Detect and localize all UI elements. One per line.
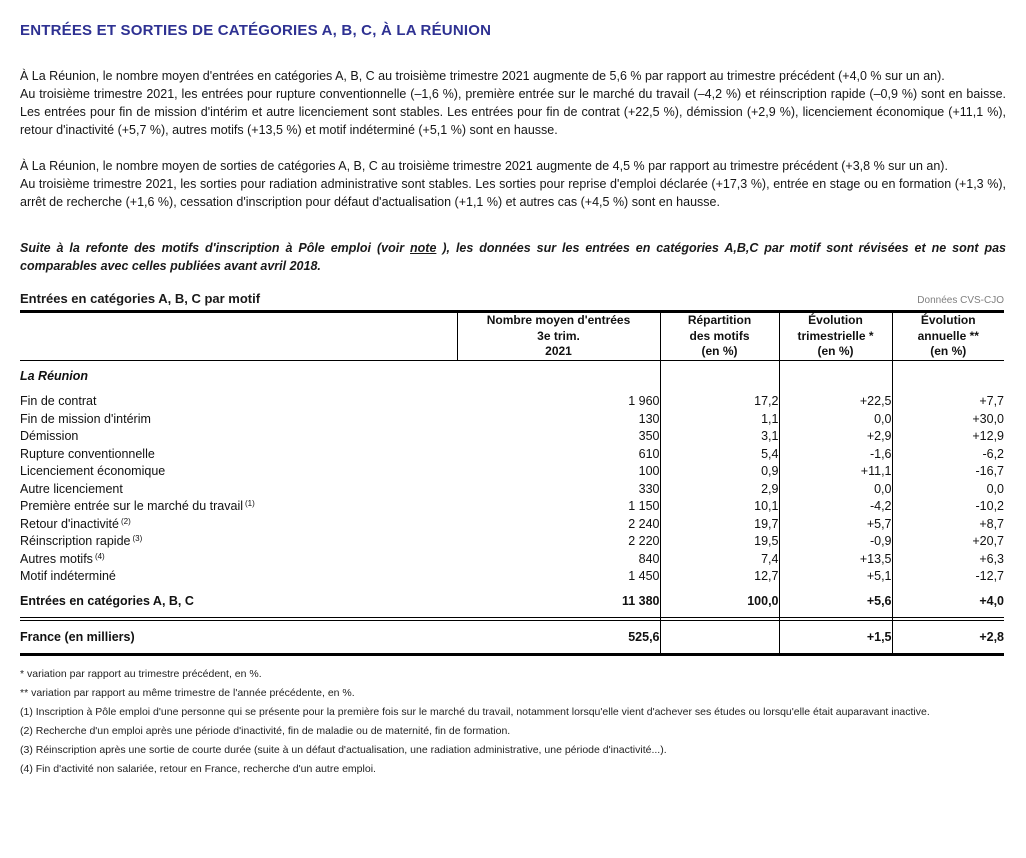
paragraph-entries-summary: À La Réunion, le nombre moyen d'entrées en catégories A, B, C au troisième trimestre 2021 augmente de 5,6 % par rapport au trimestre précédent (+4,0 % sur un an). <box>20 69 945 83</box>
header-line: 3e trim. <box>537 328 580 343</box>
header-line: des motifs <box>689 328 750 343</box>
header-nombre <box>457 312 660 361</box>
header-line: Répartition <box>687 313 752 327</box>
cell-evolution-annuelle: -12,7 <box>892 568 1004 586</box>
empty-cell <box>779 360 892 387</box>
cell-repartition: 0,9 <box>660 463 779 481</box>
france-nombre: 525,6 <box>628 630 660 644</box>
row-label: Réinscription rapide <box>20 534 131 549</box>
header-evolution-trimestrielle <box>779 312 892 361</box>
cell-evolution-annuelle: +8,7 <box>892 515 1004 533</box>
header-line: Évolution <box>808 313 863 327</box>
table-row <box>20 428 1004 446</box>
empty-cell <box>892 360 1004 387</box>
cell-nombre: 100 <box>638 464 660 479</box>
cell-repartition: 12,7 <box>660 568 779 586</box>
footnote-double-star: ** variation par rapport au même trimestre de l'année précédente, en %. <box>20 687 355 699</box>
cell-nombre: 330 <box>638 481 660 496</box>
cell-evolution-trim: +11,1 <box>779 463 892 481</box>
header-line: (en %) <box>817 344 854 358</box>
cell-evolution-trim: 0,0 <box>779 480 892 498</box>
cell-evolution-annuelle: +12,9 <box>892 428 1004 446</box>
table-row <box>20 550 1004 568</box>
footnote-star: * variation par rapport au trimestre précédent, en %. <box>20 668 262 680</box>
cell-nombre: 610 <box>638 446 660 461</box>
table-row <box>20 498 1004 516</box>
cell-repartition: 3,1 <box>660 428 779 446</box>
cell-evolution-annuelle: -10,2 <box>892 498 1004 516</box>
region-label: La Réunion <box>20 368 89 383</box>
footnotes <box>20 669 1010 775</box>
note-link[interactable]: note <box>410 241 437 255</box>
spacer <box>20 139 1006 157</box>
france-evolution-annuelle: +2,8 <box>892 621 1004 655</box>
row-label: Autre licenciement <box>20 481 123 496</box>
cell-nombre: 840 <box>638 551 660 566</box>
spacer <box>20 211 1006 239</box>
table-footer-body <box>20 585 1004 655</box>
empty-cell <box>660 360 779 387</box>
row-label: Fin de contrat <box>20 394 97 409</box>
cell-evolution-annuelle: +30,0 <box>892 410 1004 428</box>
row-label: Motif indéterminé <box>20 569 116 584</box>
header-evolution-annuelle <box>892 312 1004 361</box>
row-label: Licenciement économique <box>20 464 166 479</box>
total-repartition: 100,0 <box>660 585 779 618</box>
row-footnote-ref: (2) <box>120 516 131 526</box>
table-body <box>20 393 1004 586</box>
cell-nombre: 1 960 <box>628 394 660 409</box>
cell-repartition: 7,4 <box>660 550 779 568</box>
cell-evolution-trim: +5,7 <box>779 515 892 533</box>
section-body <box>20 360 1004 393</box>
region-section-row <box>20 360 1004 387</box>
cell-evolution-trim: -4,2 <box>779 498 892 516</box>
cell-repartition: 2,9 <box>660 480 779 498</box>
header-line: trimestrielle * <box>797 328 874 343</box>
cell-repartition: 10,1 <box>660 498 779 516</box>
header-line: annuelle ** <box>917 328 979 343</box>
footnote-1: (1) Inscription à Pôle emploi d'une personne qui se présente pour la première fois sur le marché du travail, notamment lorsqu'elle vient d'achever ses études ou lorsqu'elle était auparavant inactive. <box>20 706 930 718</box>
header-line: Évolution <box>920 313 976 327</box>
total-nombre: 11 380 <box>621 594 660 608</box>
total-evolution-trim: +5,6 <box>779 585 892 618</box>
table-header <box>20 312 1004 361</box>
cell-nombre: 130 <box>638 411 660 426</box>
header-line: (en %) <box>701 344 738 358</box>
table-row <box>20 463 1004 481</box>
row-label: Rupture conventionnelle <box>20 446 155 461</box>
table-row <box>20 480 1004 498</box>
header-line: 2021 <box>545 344 572 358</box>
total-label: Entrées en catégories A, B, C <box>20 594 194 608</box>
header-line: Nombre moyen d'entrées <box>486 313 631 327</box>
france-label: France (en milliers) <box>20 630 135 644</box>
row-footnote-ref: (1) <box>245 499 255 509</box>
cell-repartition: 17,2 <box>660 393 779 411</box>
cell-nombre: 2 220 <box>628 534 660 549</box>
footnote-3: (3) Réinscription après une sortie de courte durée (suite à un défaut d'actualisation, une radiation administrative, une période d'inactivité...). <box>20 744 667 756</box>
entries-by-motive-table <box>20 310 1004 656</box>
row-label: Autres motifs <box>20 551 93 566</box>
header-empty-cell <box>20 312 457 361</box>
row-label: Première entrée sur le marché du travail <box>20 499 244 514</box>
empty-cell <box>457 360 660 387</box>
cell-evolution-trim: +22,5 <box>779 393 892 411</box>
header-line: (en %) <box>930 344 967 358</box>
row-footnote-ref: (3) <box>132 534 143 544</box>
cell-nombre: 350 <box>638 429 660 444</box>
cell-nombre: 1 450 <box>628 569 660 584</box>
cell-evolution-annuelle: -6,2 <box>892 445 1004 463</box>
cell-evolution-annuelle: -16,7 <box>892 463 1004 481</box>
cell-evolution-trim: +2,9 <box>779 428 892 446</box>
total-evolution-annuelle: +4,0 <box>892 585 1004 618</box>
table-title-row <box>20 291 1004 306</box>
row-label: Retour d'inactivité <box>20 516 119 531</box>
methodology-note <box>20 239 1006 275</box>
paragraph-entries-detail: Au troisième trimestre 2021, les entrées pour rupture conventionnelle (–1,6 %), première entrée sur le marché du travail (–4,2 %) et réinscription rapide (–0,9 %) sont en baisse. Les entrées pour fin de mission d'intérim et autre licenciement sont stables. Les entrées pour fin de contrat (+22,5 %), démission (+2,9 %), licenciement économique (+11,1 %), retour d'inactivité (+5,7 %), autres motifs (+13,5 %) et motif indéterminé (+5,1 %) sont en hausse. <box>20 87 1006 137</box>
row-footnote-ref: (4) <box>94 551 105 561</box>
data-source-label: Données CVS-CJO <box>917 295 1004 306</box>
table-title: Entrées en catégories A, B, C par motif <box>20 291 261 306</box>
total-row <box>20 585 1004 618</box>
cell-repartition: 19,7 <box>660 515 779 533</box>
paragraph-exits-detail: Au troisième trimestre 2021, les sorties pour radiation administrative sont stables. Les sorties pour reprise d'emploi déclarée (+17,3 %), entrée en stage ou en formation (+1,3 %), arrêt de recherche (+1,6 %), cessation d'inscription pour défaut d'actualisation (+1,1 %) et autres cas (+4,5 %) sont en hausse. <box>20 177 1006 209</box>
france-row <box>20 621 1004 655</box>
paragraph-exits-summary: À La Réunion, le nombre moyen de sorties de catégories A, B, C au troisième trimestre 2021 augmente de 4,5 % par rapport au trimestre précédent (+3,8 % sur un an). <box>20 159 948 173</box>
footnote-2: (2) Recherche d'un emploi après une période d'inactivité, fin de maladie ou de maternité, fin de formation. <box>20 725 511 737</box>
cell-nombre: 1 150 <box>628 499 660 514</box>
footnote-4: (4) Fin d'activité non salariée, retour en France, recherche d'un autre emploi. <box>20 763 376 775</box>
cell-evolution-annuelle: 0,0 <box>892 480 1004 498</box>
cell-evolution-trim: -0,9 <box>779 533 892 551</box>
cell-repartition: 1,1 <box>660 410 779 428</box>
cell-evolution-annuelle: +7,7 <box>892 393 1004 411</box>
cell-evolution-trim: 0,0 <box>779 410 892 428</box>
cell-evolution-trim: +13,5 <box>779 550 892 568</box>
france-repartition <box>660 621 779 655</box>
cell-repartition: 5,4 <box>660 445 779 463</box>
note-text-before: Suite à la refonte des motifs d'inscription à Pôle emploi (voir <box>20 241 411 255</box>
header-repartition <box>660 312 779 361</box>
table-row <box>20 568 1004 586</box>
page-title: ENTRÉES ET SORTIES DE CATÉGORIES A, B, C, À LA RÉUNION <box>20 22 492 39</box>
row-label: Démission <box>20 429 79 444</box>
note-text-after: ), les données sur les entrées en catégories A,B,C par motif sont révisées et ne sont pas comparables avec celles publiées avant avril 2018. <box>20 241 1006 273</box>
table-row <box>20 533 1004 551</box>
france-evolution-trim: +1,5 <box>779 621 892 655</box>
table-row <box>20 445 1004 463</box>
cell-evolution-trim: -1,6 <box>779 445 892 463</box>
cell-evolution-trim: +5,1 <box>779 568 892 586</box>
table-row <box>20 410 1004 428</box>
table-row <box>20 515 1004 533</box>
cell-nombre: 2 240 <box>628 516 660 531</box>
row-label: Fin de mission d'intérim <box>20 411 151 426</box>
cell-evolution-annuelle: +6,3 <box>892 550 1004 568</box>
cell-evolution-annuelle: +20,7 <box>892 533 1004 551</box>
table-row <box>20 393 1004 411</box>
cell-repartition: 19,5 <box>660 533 779 551</box>
header-row <box>20 312 1004 361</box>
